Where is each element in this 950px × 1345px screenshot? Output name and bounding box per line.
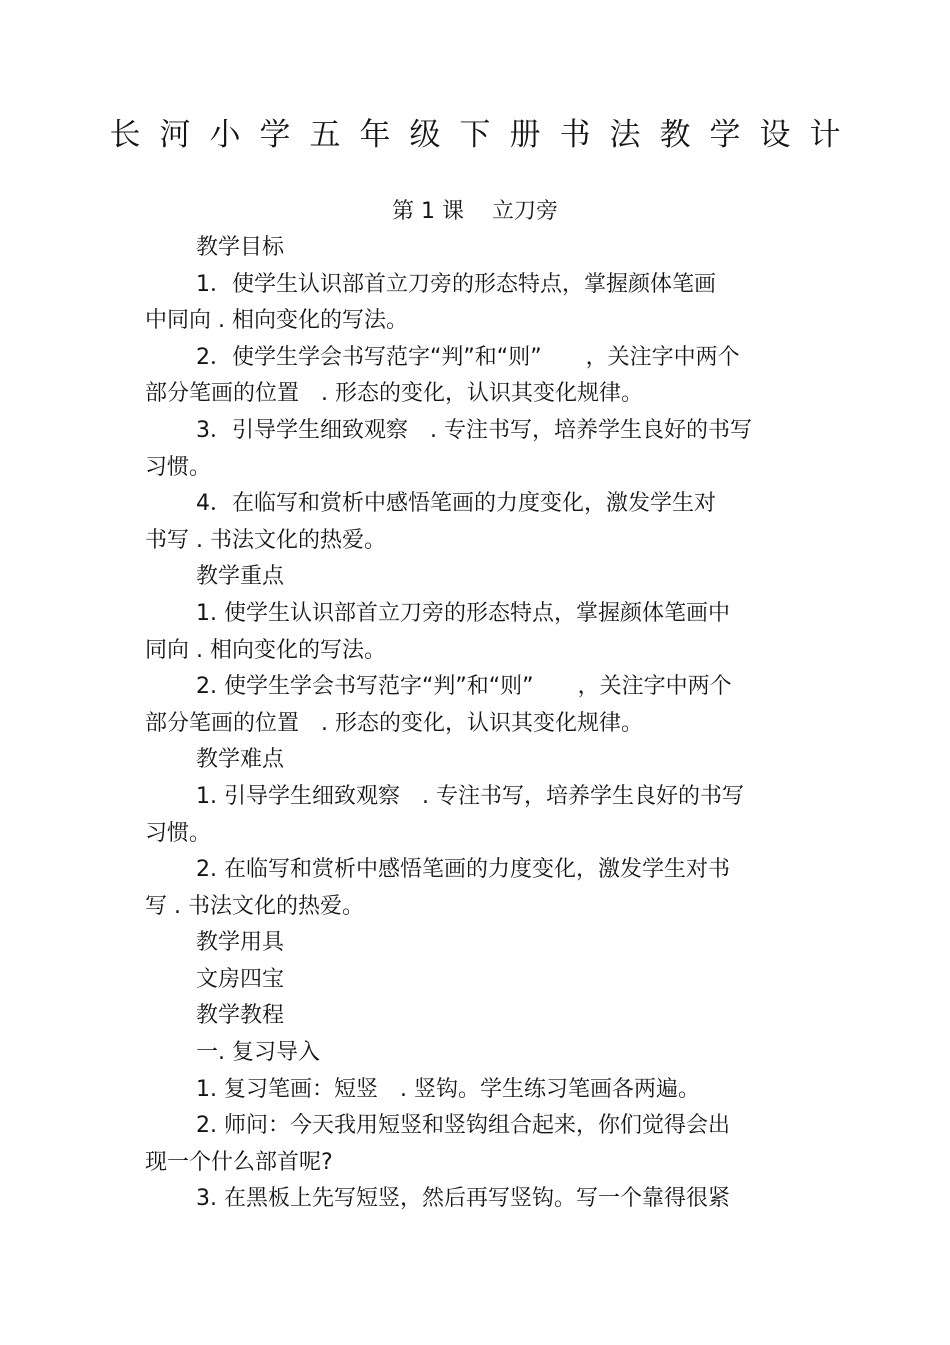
text-line: 书写 . 书法文化的热爱。 — [145, 527, 386, 553]
text-line: 部分笔画的位置 . 形态的变化，认识其变化规律。 — [145, 710, 643, 736]
text-line: 教学目标 — [196, 235, 285, 260]
text-line: 写 . 书法文化的热爱。 — [145, 893, 364, 919]
lesson-number: 第 1 课 — [392, 199, 464, 224]
text-line: 1. 使学生认识部首立刀旁的形态特点，掌握颜体笔画中 — [196, 600, 730, 626]
text-line: 教学重点 — [196, 564, 285, 590]
text-line: 一. 复习导入 — [196, 1040, 320, 1066]
text-line: 习惯。 — [145, 454, 212, 480]
text-line: 3. 在黑板上先写短竖，然后再写竖钩。写一个靠得很紧 — [196, 1186, 730, 1212]
text-line: 现一个什么部首呢? — [145, 1149, 333, 1175]
lesson-name: 立刀旁 — [491, 199, 558, 224]
text-line: 同向 . 相向变化的写法。 — [145, 637, 386, 663]
text-line: 4．在临写和赏析中感悟笔画的力度变化，激发学生对 — [196, 491, 716, 517]
text-line: 中同向 . 相向变化的写法。 — [145, 308, 408, 334]
text-line: 部分笔画的位置 . 形态的变化，认识其变化规律。 — [145, 381, 643, 407]
lesson-heading — [0, 196, 950, 228]
text-line: 3．引导学生细致观察 . 专注书写，培养学生良好的书写 — [196, 417, 752, 443]
text-line: 教学教程 — [196, 1003, 285, 1029]
text-line: 习惯。 — [145, 820, 212, 846]
document-title: 长河小学五年级下册书法教学设计 — [109, 117, 860, 153]
text-line: 2. 在临写和赏析中感悟笔画的力度变化，激发学生对书 — [196, 857, 730, 883]
text-line: 1．使学生认识部首立刀旁的形态特点，掌握颜体笔画 — [196, 271, 716, 297]
document-body — [145, 230, 810, 1218]
text-line: 1. 复习笔画：短竖 . 竖钩。学生练习笔画各两遍。 — [196, 1076, 700, 1102]
text-line: 2. 师问：今天我用短竖和竖钩组合起来，你们觉得会出 — [196, 1113, 730, 1139]
text-line: 2．使学生学会书写范字“判”和“则” ，关注字中两个 — [196, 344, 740, 370]
text-line: 文房四宝 — [196, 966, 285, 992]
text-line: 教学难点 — [196, 747, 285, 773]
text-line: 教学用具 — [196, 930, 285, 956]
text-line: 2. 使学生学会书写范字“判”和“则” ，关注字中两个 — [196, 674, 732, 700]
text-line: 1. 引导学生细致观察 . 专注书写，培养学生良好的书写 — [196, 783, 744, 809]
